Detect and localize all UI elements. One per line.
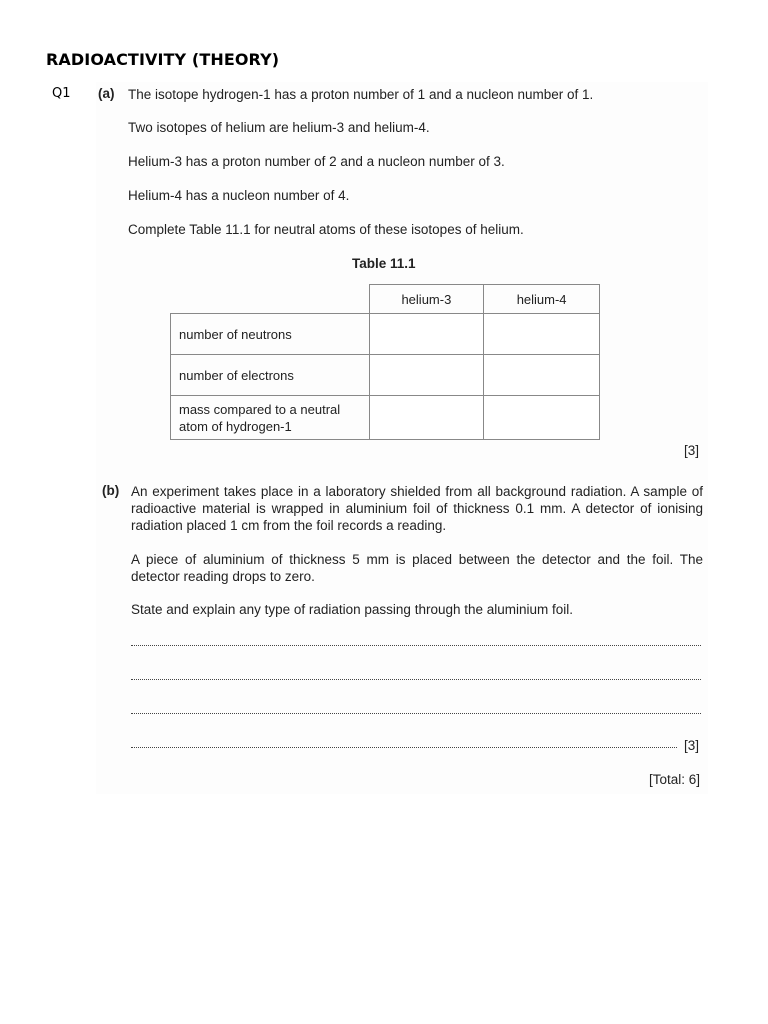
row-label-mass-line-2: atom of hydrogen-1 <box>179 418 292 434</box>
column-header-helium-4: helium-4 <box>484 285 600 314</box>
table-corner-cell <box>171 285 370 314</box>
answer-line-3[interactable] <box>131 712 701 714</box>
column-header-helium-3: helium-3 <box>369 285 484 314</box>
answer-cell-neutrons-he3[interactable] <box>369 314 484 355</box>
part-a-line-2: Two isotopes of helium are helium-3 and helium-4. <box>128 120 430 135</box>
part-b-paragraph-1: An experiment takes place in a laboratory shielded from all background radiation. A sample of radioactive material is wrapped in aluminium foil of thickness 0.1 mm. A detector of ionising radiation placed 1 cm from the foil records a reading. <box>131 484 703 533</box>
helium-table <box>170 284 600 440</box>
part-a-line-5: Complete Table 11.1 for neutral atoms of these isotopes of helium. <box>128 222 524 237</box>
answer-cell-neutrons-he4[interactable] <box>484 314 600 355</box>
row-label-neutrons: number of neutrons <box>171 314 370 355</box>
answer-line-1[interactable] <box>131 644 701 646</box>
part-a-marks: [3] <box>684 443 700 458</box>
answer-cell-mass-he4[interactable] <box>484 396 600 440</box>
part-a-line-1: The isotope hydrogen-1 has a proton number of 1 and a nucleon number of 1. <box>128 87 594 102</box>
table-row <box>171 314 600 355</box>
part-b-marks: [3] <box>684 738 700 753</box>
answer-cell-electrons-he3[interactable] <box>369 355 484 396</box>
table-header-row <box>171 285 600 314</box>
answer-line-4[interactable] <box>131 746 677 748</box>
row-label-mass-line-1: mass compared to a neutral <box>179 401 341 417</box>
part-a-label: (a) <box>98 86 115 101</box>
part-a-line-4: Helium-4 has a nucleon number of 4. <box>128 188 350 203</box>
table-title: Table 11.1 <box>352 256 416 271</box>
answer-line-2[interactable] <box>131 678 701 680</box>
part-b-label: (b) <box>102 483 120 498</box>
row-label-mass <box>171 396 370 440</box>
total-marks: [Total: 6] <box>649 772 701 787</box>
answer-cell-mass-he3[interactable] <box>369 396 484 440</box>
part-b-paragraph-2: A piece of aluminium of thickness 5 mm is placed between the detector and the foil. The detector reading drops to zero. <box>131 552 703 584</box>
row-label-electrons: number of electrons <box>171 355 370 396</box>
question-number: Q1 <box>52 86 71 101</box>
table-row <box>171 355 600 396</box>
page-title: RADIOACTIVITY (THEORY) <box>46 50 280 69</box>
table-row <box>171 396 600 440</box>
part-b-instruction: State and explain any type of radiation passing through the aluminium foil. <box>131 602 574 617</box>
answer-cell-electrons-he4[interactable] <box>484 355 600 396</box>
part-a-line-3: Helium-3 has a proton number of 2 and a nucleon number of 3. <box>128 154 505 169</box>
